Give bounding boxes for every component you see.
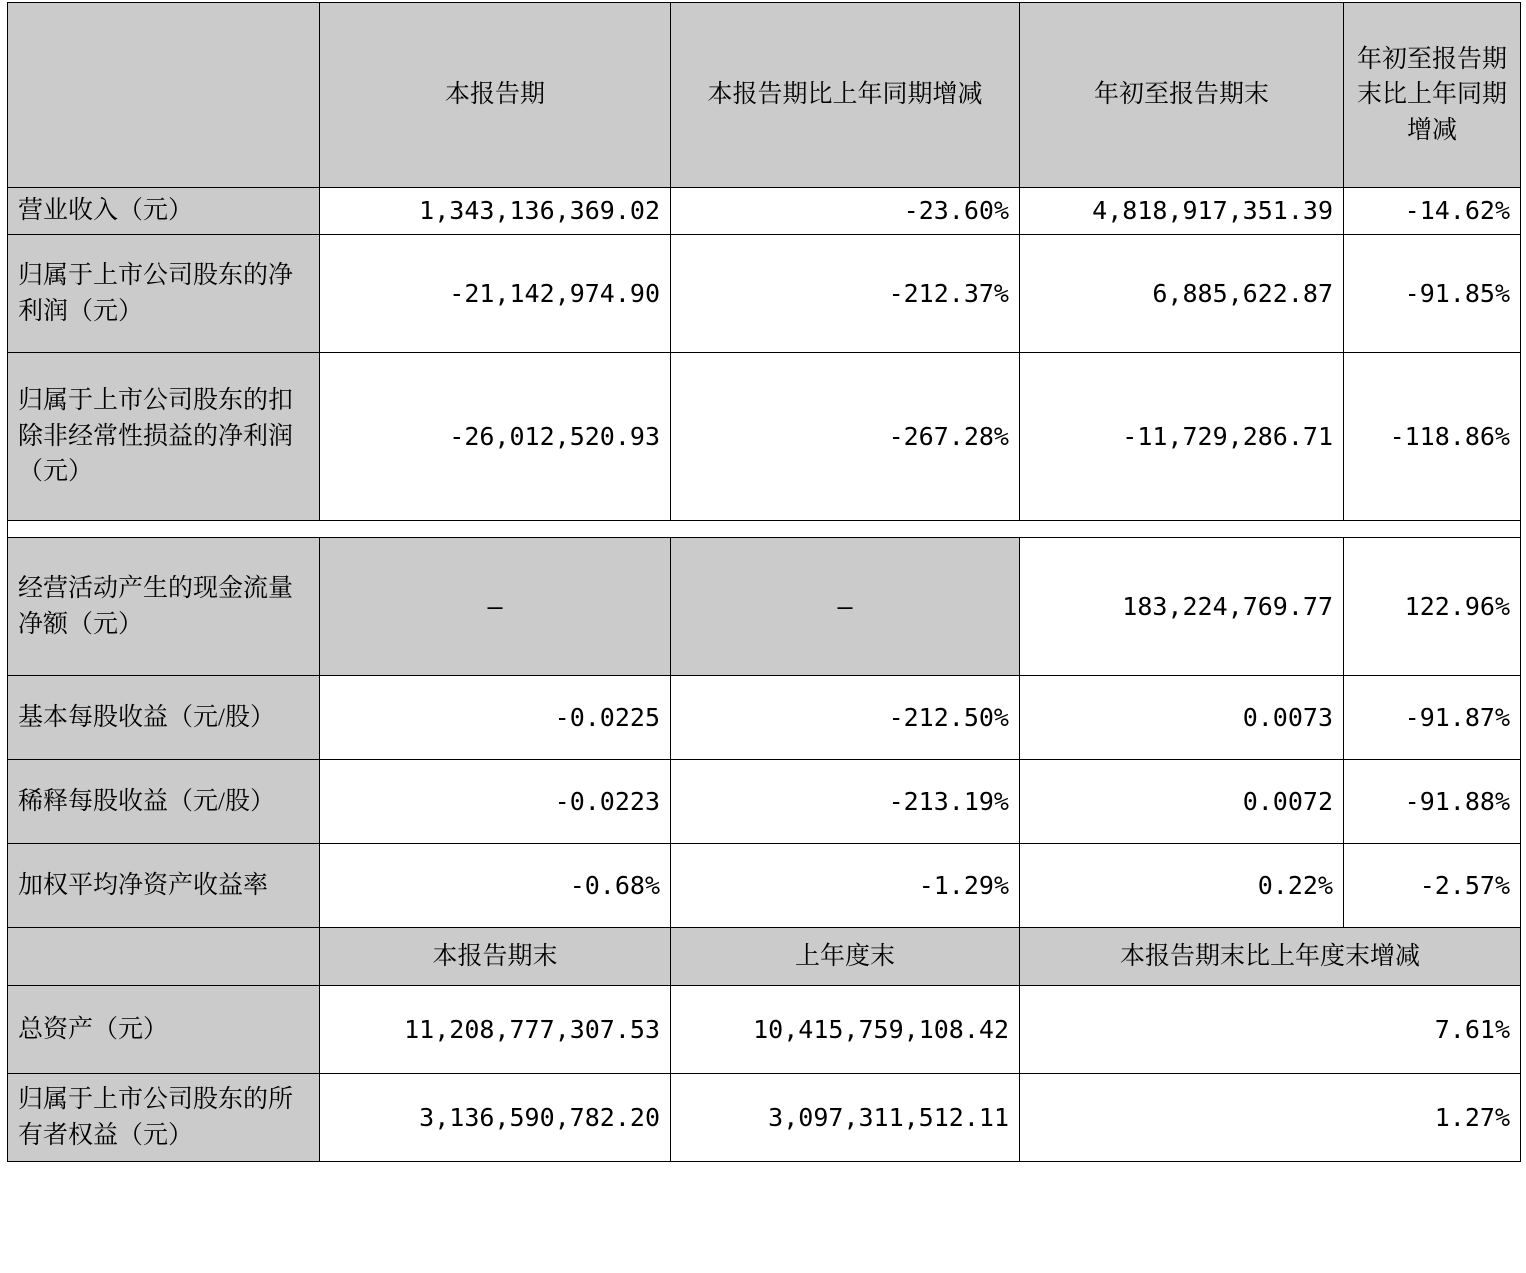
table-subheader-row (8, 928, 1521, 986)
row-label-net-profit: 归属于上市公司股东的净利润（元） (8, 235, 320, 353)
cell-operating-cash-flow-current: — (320, 538, 671, 676)
cell-revenue-ytd-yoy: -14.62% (1344, 188, 1521, 235)
cell-net-profit-ytd-yoy: -91.85% (1344, 235, 1521, 353)
row-label-weighted-roe: 加权平均净资产收益率 (8, 844, 320, 928)
table-row (8, 760, 1521, 844)
cell-total-assets-period-end: 11,208,777,307.53 (320, 986, 671, 1074)
cell-basic-eps-ytd-yoy: -91.87% (1344, 676, 1521, 760)
cell-diluted-eps-current-yoy: -213.19% (671, 760, 1020, 844)
subheader-cell-period-end: 本报告期末 (320, 928, 671, 986)
cell-revenue-current: 1,343,136,369.02 (320, 188, 671, 235)
row-spacer (8, 521, 1521, 538)
spacer-cell (8, 521, 1521, 538)
cell-total-assets-prior-year-end: 10,415,759,108.42 (671, 986, 1020, 1074)
table-row (8, 844, 1521, 928)
cell-basic-eps-current: -0.0225 (320, 676, 671, 760)
cell-owners-equity-prior-year-end: 3,097,311,512.11 (671, 1074, 1020, 1162)
cell-basic-eps-ytd: 0.0073 (1020, 676, 1344, 760)
header-cell-current-period-yoy: 本报告期比上年同期增减 (671, 3, 1020, 188)
cell-operating-cash-flow-ytd: 183,224,769.77 (1020, 538, 1344, 676)
cell-weighted-roe-current: -0.68% (320, 844, 671, 928)
cell-diluted-eps-ytd: 0.0072 (1020, 760, 1344, 844)
row-label-operating-cash-flow: 经营活动产生的现金流量净额（元） (8, 538, 320, 676)
row-label-basic-eps: 基本每股收益（元/股） (8, 676, 320, 760)
table-row (8, 188, 1521, 235)
row-label-total-assets: 总资产（元） (8, 986, 320, 1074)
row-label-owners-equity: 归属于上市公司股东的所有者权益（元） (8, 1074, 320, 1162)
cell-net-profit-excl-current: -26,012,520.93 (320, 353, 671, 521)
table-row (8, 353, 1521, 521)
header-cell-ytd-yoy: 年初至报告期末比上年同期增减 (1344, 3, 1521, 188)
row-label-diluted-eps: 稀释每股收益（元/股） (8, 760, 320, 844)
cell-net-profit-excl-ytd-yoy: -118.86% (1344, 353, 1521, 521)
cell-total-assets-change: 7.61% (1020, 986, 1521, 1074)
table-row (8, 538, 1521, 676)
subheader-cell-change: 本报告期末比上年度末增减 (1020, 928, 1521, 986)
header-cell-empty (8, 3, 320, 188)
cell-revenue-ytd: 4,818,917,351.39 (1020, 188, 1344, 235)
cell-owners-equity-change: 1.27% (1020, 1074, 1521, 1162)
cell-operating-cash-flow-ytd-yoy: 122.96% (1344, 538, 1521, 676)
row-label-revenue: 营业收入（元） (8, 188, 320, 235)
cell-weighted-roe-current-yoy: -1.29% (671, 844, 1020, 928)
financial-summary-table (7, 2, 1521, 1162)
table-header-row (8, 3, 1521, 188)
cell-operating-cash-flow-current-yoy: — (671, 538, 1020, 676)
cell-net-profit-ytd: 6,885,622.87 (1020, 235, 1344, 353)
cell-weighted-roe-ytd-yoy: -2.57% (1344, 844, 1521, 928)
table-row (8, 676, 1521, 760)
cell-diluted-eps-ytd-yoy: -91.88% (1344, 760, 1521, 844)
cell-net-profit-excl-ytd: -11,729,286.71 (1020, 353, 1344, 521)
cell-net-profit-excl-current-yoy: -267.28% (671, 353, 1020, 521)
row-label-net-profit-excl-nonrecurring: 归属于上市公司股东的扣除非经常性损益的净利润（元） (8, 353, 320, 521)
header-cell-ytd: 年初至报告期末 (1020, 3, 1344, 188)
subheader-cell-empty (8, 928, 320, 986)
cell-basic-eps-current-yoy: -212.50% (671, 676, 1020, 760)
table-row (8, 235, 1521, 353)
table-row (8, 986, 1521, 1074)
cell-net-profit-current-yoy: -212.37% (671, 235, 1020, 353)
cell-owners-equity-period-end: 3,136,590,782.20 (320, 1074, 671, 1162)
cell-revenue-current-yoy: -23.60% (671, 188, 1020, 235)
cell-diluted-eps-current: -0.0223 (320, 760, 671, 844)
subheader-cell-prior-year-end: 上年度末 (671, 928, 1020, 986)
cell-net-profit-current: -21,142,974.90 (320, 235, 671, 353)
financial-summary-sheet (0, 2, 1526, 1273)
header-cell-current-period: 本报告期 (320, 3, 671, 188)
table-row (8, 1074, 1521, 1162)
cell-weighted-roe-ytd: 0.22% (1020, 844, 1344, 928)
